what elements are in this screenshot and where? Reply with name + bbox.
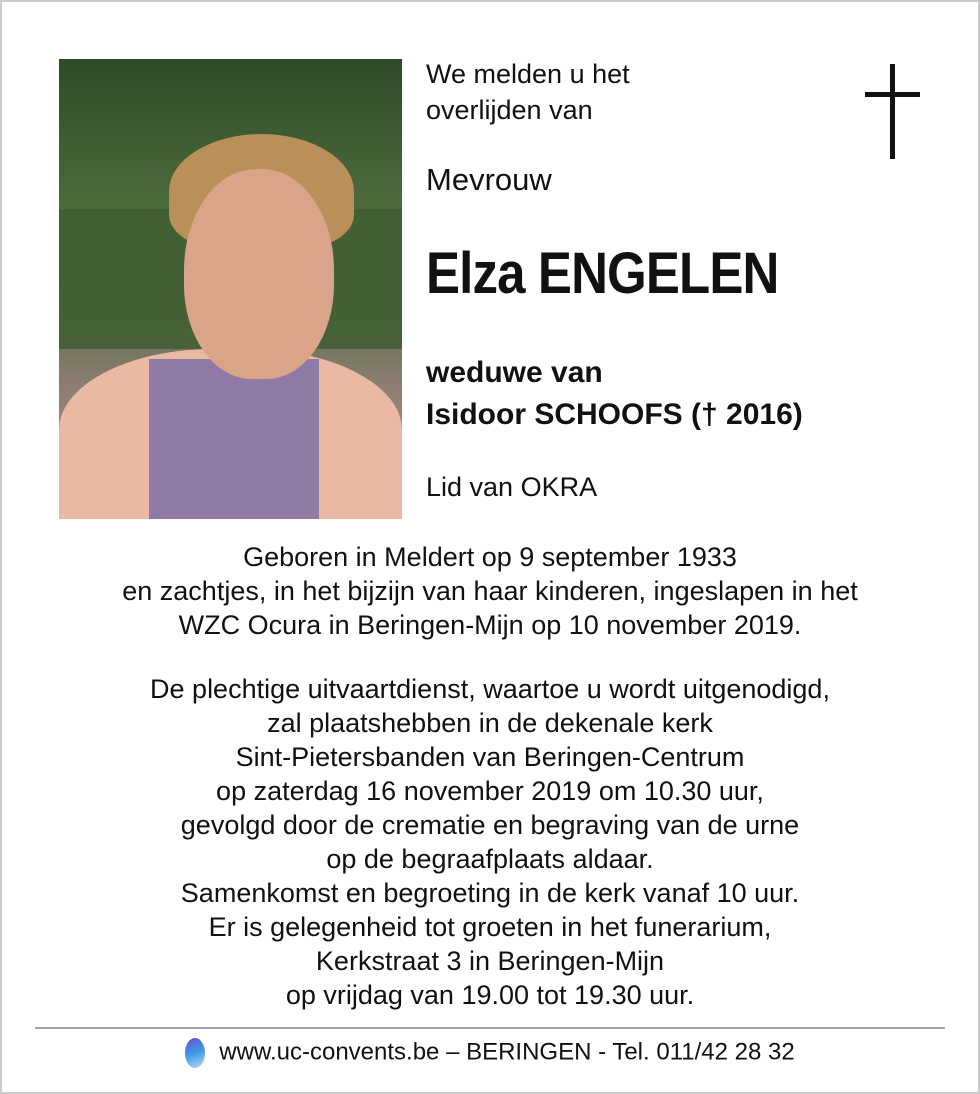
text-line: op vrijdag van 19.00 tot 19.30 uur. bbox=[285, 980, 695, 1010]
text-line: Geboren in Meldert op 9 september 1933 bbox=[243, 542, 737, 572]
cross-icon bbox=[865, 64, 920, 159]
divider bbox=[35, 1027, 945, 1029]
funeral-paragraph bbox=[0, 672, 980, 1012]
text-line: op zaterdag 16 november 2019 om 10.30 uur, bbox=[216, 776, 764, 806]
text-line: De plechtige uitvaartdienst, waartoe u wordt uitgenodigd, bbox=[150, 674, 830, 704]
text-line: gevolgd door de crematie en begraving van de urne bbox=[180, 810, 800, 840]
widow-of bbox=[426, 352, 803, 436]
announcement bbox=[426, 56, 630, 128]
honorific: Mevrouw bbox=[426, 162, 552, 197]
footer bbox=[0, 1038, 980, 1068]
announcement-line: overlijden van bbox=[426, 95, 593, 125]
footer-contact: www.uc-convents.be – BERINGEN - Tel. 011/42 28 32 bbox=[219, 1038, 795, 1066]
portrait-photo bbox=[59, 59, 402, 519]
text-line: Samenkomst en begroeting in de kerk vanaf 10 uur. bbox=[180, 878, 800, 908]
membership: Lid van OKRA bbox=[426, 472, 598, 502]
spouse-name: Isidoor SCHOOFS († 2016) bbox=[426, 398, 803, 431]
text-line: zal plaatshebben in de dekenale kerk bbox=[267, 708, 713, 738]
announcement-line: We melden u het bbox=[426, 59, 630, 89]
text-line: op de begraafplaats aldaar. bbox=[326, 844, 654, 874]
deceased-name: Elza ENGELEN bbox=[426, 241, 779, 306]
funeral-home-logo-icon bbox=[185, 1038, 205, 1068]
birth-death-paragraph bbox=[0, 540, 980, 642]
text-line: en zachtjes, in het bijzijn van haar kinderen, ingeslapen in het bbox=[122, 576, 858, 606]
text-line: Sint-Pietersbanden van Beringen-Centrum bbox=[235, 742, 745, 772]
text-line: Kerkstraat 3 in Beringen-Mijn bbox=[315, 946, 665, 976]
text-line: Er is gelegenheid tot groeten in het funerarium, bbox=[208, 912, 772, 942]
widow-label: weduwe van bbox=[426, 356, 603, 389]
text-line: WZC Ocura in Beringen-Mijn op 10 november 2019. bbox=[178, 610, 802, 640]
